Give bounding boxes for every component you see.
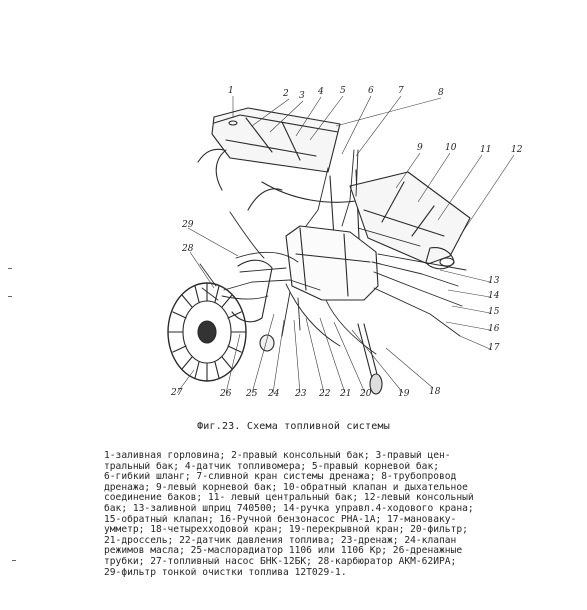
callout-5: 5 [340, 86, 346, 96]
callout-4: 4 [318, 87, 324, 97]
callout-3: 3 [299, 91, 305, 101]
callout-6: 6 [368, 86, 374, 96]
callout-8: 8 [438, 88, 444, 98]
legend-line: 1-заливная горловина; 2-правый консольный бак; 3-правый цен- [104, 451, 451, 461]
callout-23: 23 [295, 389, 307, 399]
legend-line: соединение баков; 11- левый центральный бак; 12-левый консольный [104, 493, 474, 504]
callout-16: 16 [488, 324, 500, 334]
callout-10: 10 [445, 143, 457, 153]
right-wing [212, 108, 340, 172]
legend-line: 6-гибкий шланг; 7-сливной кран системы дренажа; 8-трубопровод [104, 472, 457, 483]
callout-17: 17 [488, 343, 500, 353]
callout-29: 29 [182, 220, 194, 230]
callout-19: 19 [398, 389, 410, 399]
callout-27: 27 [171, 388, 183, 398]
legend-text [104, 451, 534, 578]
legend-line: тральный бак; 4-датчик топливомера; 5-правый корневой бак; [104, 461, 440, 472]
legend-line: 21-дроссель; 22-датчик давления топлива; 23-дренаж; 24-клапан [104, 535, 457, 546]
legend-line: трубки; 27-топливный насос БНК-12БК; 28-карбюратор АКМ-62ИРА; [104, 556, 457, 567]
legend-line: режимов масла; 25-маслорадиатор 1106 или 1106 Кр; 26-дренажные [104, 546, 463, 557]
legend-line: 29-фильтр тонкой очистки топлива 12Т029-1. [104, 567, 347, 578]
callout-26: 26 [220, 389, 232, 399]
callout-20: 20 [360, 389, 372, 399]
callout-22: 22 [319, 389, 331, 399]
legend-line: бак; 13-заливной шприц 740500; 14-ручка управл.4-ходового крана; [104, 503, 474, 514]
callout-2: 2 [283, 89, 289, 99]
callout-25: 25 [246, 389, 258, 399]
figure-caption: Фиг.23. Схема топливной системы [197, 421, 390, 432]
legend-line: дренажа; 9-левый корневой бак; 10-обратный клапан и дыхательное [104, 482, 468, 493]
central-tank [286, 226, 378, 300]
callout-24: 24 [268, 389, 280, 399]
callout-14: 14 [488, 291, 500, 301]
scan-mark [8, 268, 12, 269]
callout-1: 1 [228, 86, 234, 96]
engine-assembly [168, 260, 274, 381]
scan-mark [8, 296, 12, 297]
callout-11: 11 [480, 145, 492, 155]
legend-line: умметр; 18-четырехходовой кран; 19-перекрывной кран; 20-фильтр; [104, 525, 468, 536]
callout-7: 7 [398, 86, 404, 96]
callout-15: 15 [488, 307, 500, 317]
scan-mark [12, 560, 16, 561]
left-filler-neck [440, 258, 454, 266]
callout-9: 9 [417, 143, 423, 153]
callout-18: 18 [429, 387, 441, 397]
callout-21: 21 [340, 389, 352, 399]
legend-line: 15-обратный клапан; 16-Ручной бензонасос РНА-1А; 17-мановаку- [104, 514, 457, 525]
landing-gear [358, 324, 382, 394]
callout-28: 28 [182, 244, 194, 254]
callout-13: 13 [488, 276, 500, 286]
callout-12: 12 [511, 145, 523, 155]
